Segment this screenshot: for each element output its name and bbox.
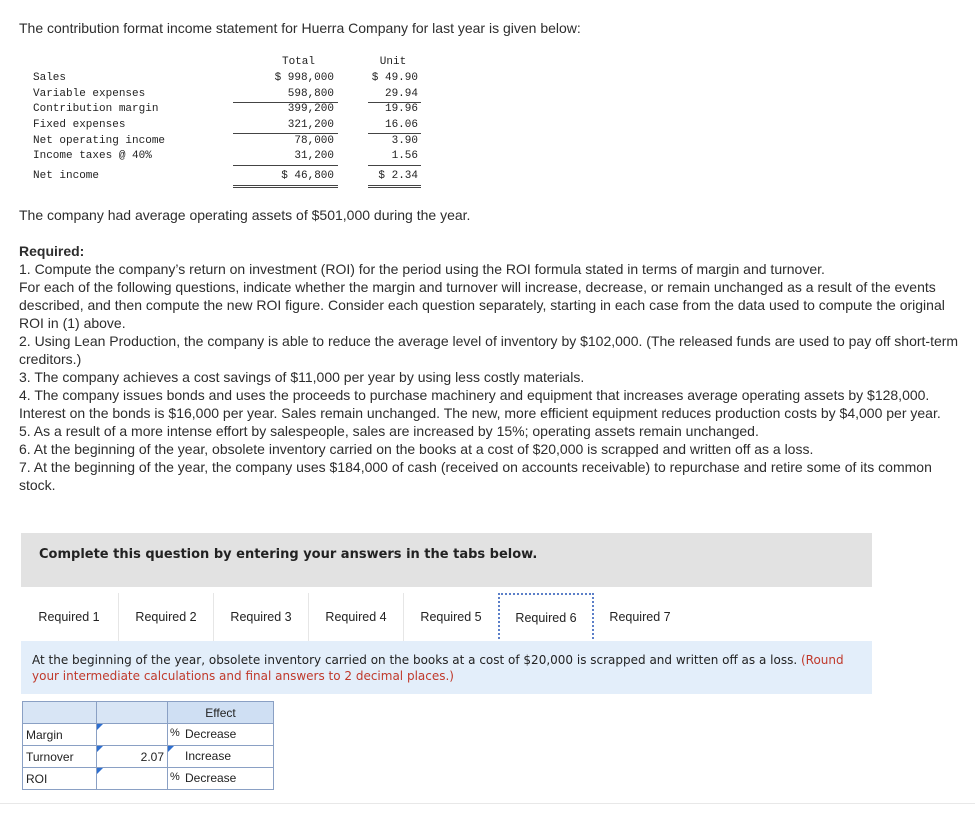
rounding-note: (Round your intermediate calculations and final answers to 2 decimal places.) xyxy=(32,653,844,683)
required-item: 6. At the beginning of the year, obsolete inventory carried on the books at a cost of $20,000 is scrapped and written off as a loss. xyxy=(19,441,814,457)
tab-required-4[interactable]: Required 4 xyxy=(308,593,403,641)
required-item: 5. As a result of a more intense effort by salespeople, sales are increased by 15%; operating assets remain unchanged. xyxy=(19,423,759,439)
intro-text: The contribution format income statement for Huerra Company for last year is given below: xyxy=(19,20,581,36)
table-row xyxy=(23,746,274,768)
roi-input[interactable] xyxy=(97,768,168,790)
answer-marker-icon xyxy=(168,746,174,752)
answer-table xyxy=(22,701,274,790)
instruction-text: At the beginning of the year, obsolete inventory carried on the books at a cost of $20,000 is scrapped and written off as a loss. xyxy=(32,653,798,667)
row-label: Margin xyxy=(23,724,97,746)
row-label: ROI xyxy=(23,768,97,790)
required-heading: Required: xyxy=(19,243,85,259)
tab-required-3[interactable]: Required 3 xyxy=(213,593,308,641)
table-row xyxy=(23,724,274,746)
turnover-input[interactable]: 2.07 xyxy=(97,746,168,768)
margin-effect-select[interactable]: % Decrease xyxy=(168,724,274,746)
answer-marker-icon xyxy=(97,768,103,774)
instructions-banner xyxy=(21,533,872,587)
required-item: 2. Using Lean Production, the company is able to reduce the average level of inventory by $102,000. (The released funds are used to pay off short-term creditors.) xyxy=(19,333,959,367)
effect-header: Effect xyxy=(168,702,274,724)
required-item: 1. Compute the company’s return on investment (ROI) for the period using the ROI formula stated in terms of margin and turnover. xyxy=(19,261,825,277)
tab-bar xyxy=(21,593,872,641)
col-header-unit: Unit xyxy=(379,56,407,68)
required-list xyxy=(19,260,964,494)
tab-instruction xyxy=(21,641,872,694)
tab-required-5[interactable]: Required 5 xyxy=(403,593,498,641)
answer-marker-icon xyxy=(97,746,103,752)
banner-text: Complete this question by entering your answers in the tabs below. xyxy=(39,547,538,562)
required-item: For each of the following questions, indicate whether the margin and turnover will increase, decrease, or remain unchanged as a result of the events described, and then compute the new ROI figure. Consider each question separately, starting in each case from the data used to compute the original ROI in (1) above. xyxy=(19,279,945,331)
required-item: 4. The company issues bonds and uses the proceeds to purchase machinery and equipment that increases average operating assets by $128,000. Interest on the bonds is $16,000 per year. Sales remain unchanged. The new, more efficient equipment reduces production costs by $4,000 per year. xyxy=(19,387,941,421)
turnover-effect-select[interactable]: Increase xyxy=(168,746,274,768)
row-label: Turnover xyxy=(23,746,97,768)
margin-input[interactable] xyxy=(97,724,168,746)
tab-required-2[interactable]: Required 2 xyxy=(118,593,213,641)
required-item: 7. At the beginning of the year, the company uses $184,000 of cash (received on accounts receivable) to repurchase and retire some of its common stock. xyxy=(19,459,932,493)
tab-required-7[interactable]: Required 7 xyxy=(609,610,671,624)
col-header-total: Total xyxy=(281,56,315,68)
required-item: 3. The company achieves a cost savings of $11,000 per year by using less costly materials. xyxy=(19,369,585,385)
roi-effect-select[interactable]: % Decrease xyxy=(168,768,274,790)
answer-marker-icon xyxy=(97,724,103,730)
assets-text: The company had average operating assets of $501,000 during the year. xyxy=(19,207,471,223)
table-row xyxy=(23,768,274,790)
tab-required-1[interactable]: Required 1 xyxy=(38,610,100,624)
tab-required-6[interactable]: Required 6 xyxy=(498,593,594,643)
